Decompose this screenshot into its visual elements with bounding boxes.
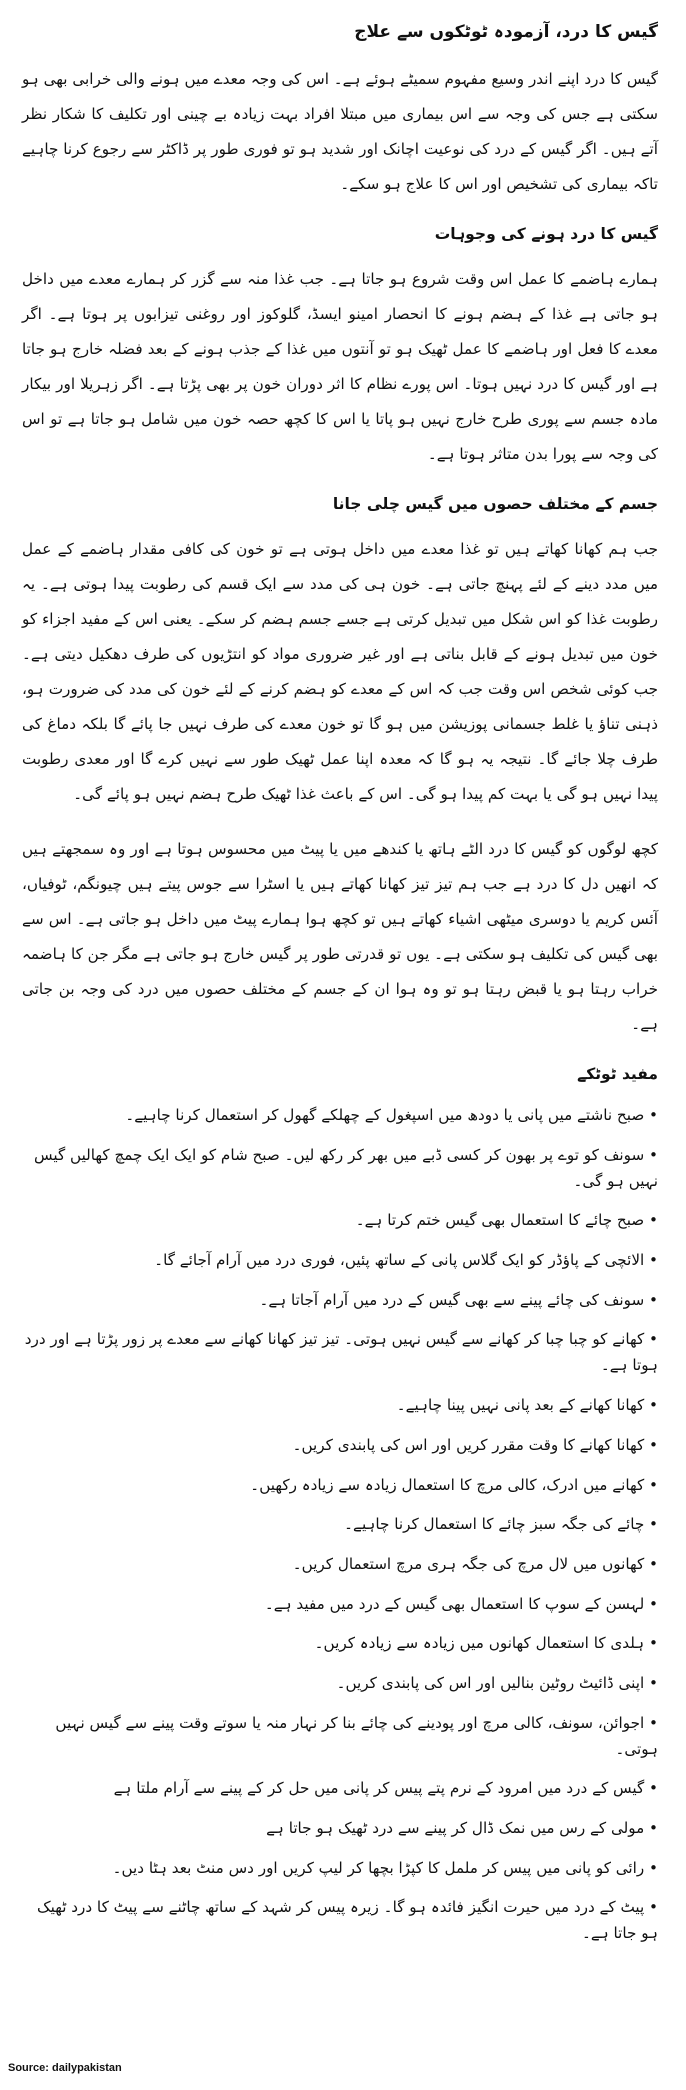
tip-item: • اپنی ڈائیٹ روٹین بنالیں اور اس کی پابندی کریں۔ — [336, 1673, 658, 1692]
tip-item: • کھانا کھانے کے بعد پانی نہیں پینا چاہیے۔ — [396, 1396, 658, 1415]
tip-item: • سونف کو توے پر بھون کر کسی ڈبے میں بھر کر رکھ لیں۔ صبح شام کو ایک ایک چمچ کھالیں گیس نہیں ہو گی۔ — [34, 1145, 658, 1190]
tip-item: • مولی کے رس میں نمک ڈال کر پینے سے درد ٹھیک ہو جاتا ہے — [266, 1819, 658, 1837]
tips-list — [22, 1102, 658, 1946]
tip-item: • کھانا کھانے کا وقت مقرر کریں اور اس کی پابندی کریں۔ — [292, 1435, 658, 1454]
tips-heading: مفید ٹوٹکے — [577, 1065, 658, 1083]
tip-item: • کھانے کو چبا چبا کر کھانے سے گیس نہیں ہوتی۔ تیز تیز کھانا کھانے سے معدے پر زور پڑتا ہے اور درد ہوتا ہے۔ — [24, 1330, 658, 1375]
tip-item: • کھانے میں ادرک، کالی مرچ کا استعمال زیادہ سے زیادہ رکھیں۔ — [250, 1475, 658, 1494]
tip-item: • ہلدی کا استعمال کھانوں میں زیادہ سے زیادہ کریں۔ — [314, 1634, 658, 1653]
tip-item: • سونف کی چائے پینے سے بھی گیس کے درد میں آرام آجاتا ہے۔ — [259, 1290, 658, 1309]
tip-item: • گیس کے درد میں امرود کے نرم پتے پیس کر پانی میں حل کر کے پینے سے آرام ملتا ہے — [113, 1779, 658, 1798]
tip-item: • الائچی کے پاؤڈر کو ایک گلاس پانی کے ساتھ پئیں، فوری درد میں آرام آجائے گا۔ — [154, 1251, 658, 1270]
causes-heading: گیس کا درد ہونے کی وجوہات — [434, 225, 658, 243]
causes-paragraph: ہمارے ہاضمے کا عمل اس وقت شروع ہو جاتا ہے۔ جب غذا منہ سے گزر کر ہمارے معدے میں داخل ہو جاتی ہے غذا کے ہضم ہونے کا انحصار امینو ایسڈ، گلوکوز اور روغنی تیزابوں پر ہوتا ہے۔ اگر معدے کا فعل اور ہاضمے کا عمل ٹھیک ہو تو آنتوں میں غذا کے جذب ہونے کے بعد فضلہ خارج ہو جاتا ہے اور گیس کا درد نہیں ہوتا۔ اس پورے نظام کا اثر دوران خون پر بھی پڑتا ہے۔ اگر زہریلا اور بیکار مادہ جسم سے پوری طرح خارج نہیں ہو پاتا یا اس کا کچھ حصہ خون میں شامل ہو جاتا ہے تو اس کی وجہ سے پورا بدن متاثر ہوتا ہے۔ — [22, 270, 658, 463]
spread-paragraph-1: جب ہم کھانا کھاتے ہیں تو غذا معدے میں داخل ہوتی ہے تو خون کی کافی مقدار ہاضمے کے عمل میں مدد دینے کے لئے پہنچ جاتی ہے۔ خون ہی کی مدد سے ایک قسم کی رطوبت پیدا ہوتی ہے۔ یہ رطوبت غذا کو اس شکل میں تبدیل کرتی ہے جسے جسم ہضم کر سکے۔ یعنی اس کے مفید اجزاء کو خون میں تبدیل ہونے کے قابل بناتی ہے اور غیر ضروری مواد کو انتڑیوں کی طرف دھکیل دیتی ہے۔ جب کوئی شخص اس وقت جب کہ اس کے معدے کو ہضم کرنے کے لئے خون کی مدد کی ضرورت ہو، ذہنی تناؤ یا غلط جسمانی پوزیشن میں ہو گا تو خون معدے کی طرف نہیں جا پائے گا بلکہ دماغ کی طرف چلا جائے گا۔ نتیجہ یہ ہو گا کہ معدہ اپنا عمل ٹھیک طور سے نہیں کرے گا اور معدی رطوبت پیدا نہیں ہو گی یا بہت کم پیدا ہو گی۔ اس کے باعث غذا ٹھیک طرح ہضم نہیں ہو پائے گی۔ — [22, 540, 658, 803]
tip-item: • لہسن کے سوپ کا استعمال بھی گیس کے درد میں مفید ہے۔ — [264, 1594, 658, 1613]
tip-item: • اجوائن، سونف، کالی مرچ اور پودینے کی چائے بنا کر نہار منہ یا سوتے وقت پینے سے گیس نہیں ہوتی۔ — [55, 1713, 658, 1758]
tip-item: • صبح چائے کا استعمال بھی گیس ختم کرتا ہے۔ — [355, 1211, 658, 1230]
tip-item: • کھانوں میں لال مرچ کی جگہ ہری مرچ استعمال کریں۔ — [292, 1554, 658, 1573]
tip-item: • چائے کی جگہ سبز چائے کا استعمال کرنا چاہیے۔ — [344, 1515, 658, 1534]
spread-paragraph-2: کچھ لوگوں کو گیس کا درد الٹے ہاتھ یا کندھے میں یا پیٹ میں محسوس ہوتا ہے اور وہ سمجھتے ہیں کہ انھیں دل کا درد ہے جب ہم تیز تیز کھانا کھاتے ہیں یا اسٹرا سے جوس پیتے ہیں چیونگم، ٹوفیاں، آئس کریم یا دوسری میٹھی اشیاء کھاتے ہیں تو کچھ ہوا ہمارے پیٹ میں داخل ہو جاتی ہے۔ اس سے بھی گیس کی تکلیف ہو سکتی ہے۔ یوں تو قدرتی طور پر گیس خارج ہو جاتی ہے مگر جن کا ہاضمہ خراب رہتا ہو یا قبض رہتا ہو تو وہ ہوا ان کے جسم کے مختلف حصوں میں درد کی وجہ بن جاتی ہے۔ — [22, 840, 658, 1033]
spread-heading: جسم کے مختلف حصوں میں گیس چلی جانا — [332, 495, 658, 513]
intro-paragraph: گیس کا درد اپنے اندر وسیع مفہوم سمیٹے ہوئے ہے۔ اس کی وجہ معدے میں ہونے والی خرابی بھی ہو سکتی ہے جس کی وجہ سے اس بیماری میں مبتلا افراد بہت زیادہ بے چینی اور تکلیف کا شکار نظر آتے ہیں۔ اگر گیس کے درد کی نوعیت اچانک اور شدید ہو تو فوری طور پر ڈاکٹر سے رجوع کرنا چاہیے تاکہ بیماری کی تشخیص اور اس کا علاج ہو سکے۔ — [22, 70, 658, 193]
tip-item: • رائی کو پانی میں پیس کر ململ کا کپڑا بچھا کر لیپ کریں اور دس منٹ بعد ہٹا دیں۔ — [112, 1858, 658, 1877]
source-credit: Source: dailypakistan — [8, 2062, 122, 2074]
tip-item: • پیٹ کے درد میں حیرت انگیز فائدہ ہو گا۔ زیرہ پیس کر شہد کے ساتھ چاٹنے سے پیٹ کا درد ٹھیک ہو جاتا ہے۔ — [37, 1898, 658, 1943]
article-title: گیس کا درد، آزمودہ ٹوٹکوں سے علاج — [354, 22, 658, 42]
tip-item: • صبح ناشتے میں پانی یا دودھ میں اسپغول کے چھلکے گھول کر استعمال کرنا چاہیے۔ — [125, 1106, 658, 1124]
